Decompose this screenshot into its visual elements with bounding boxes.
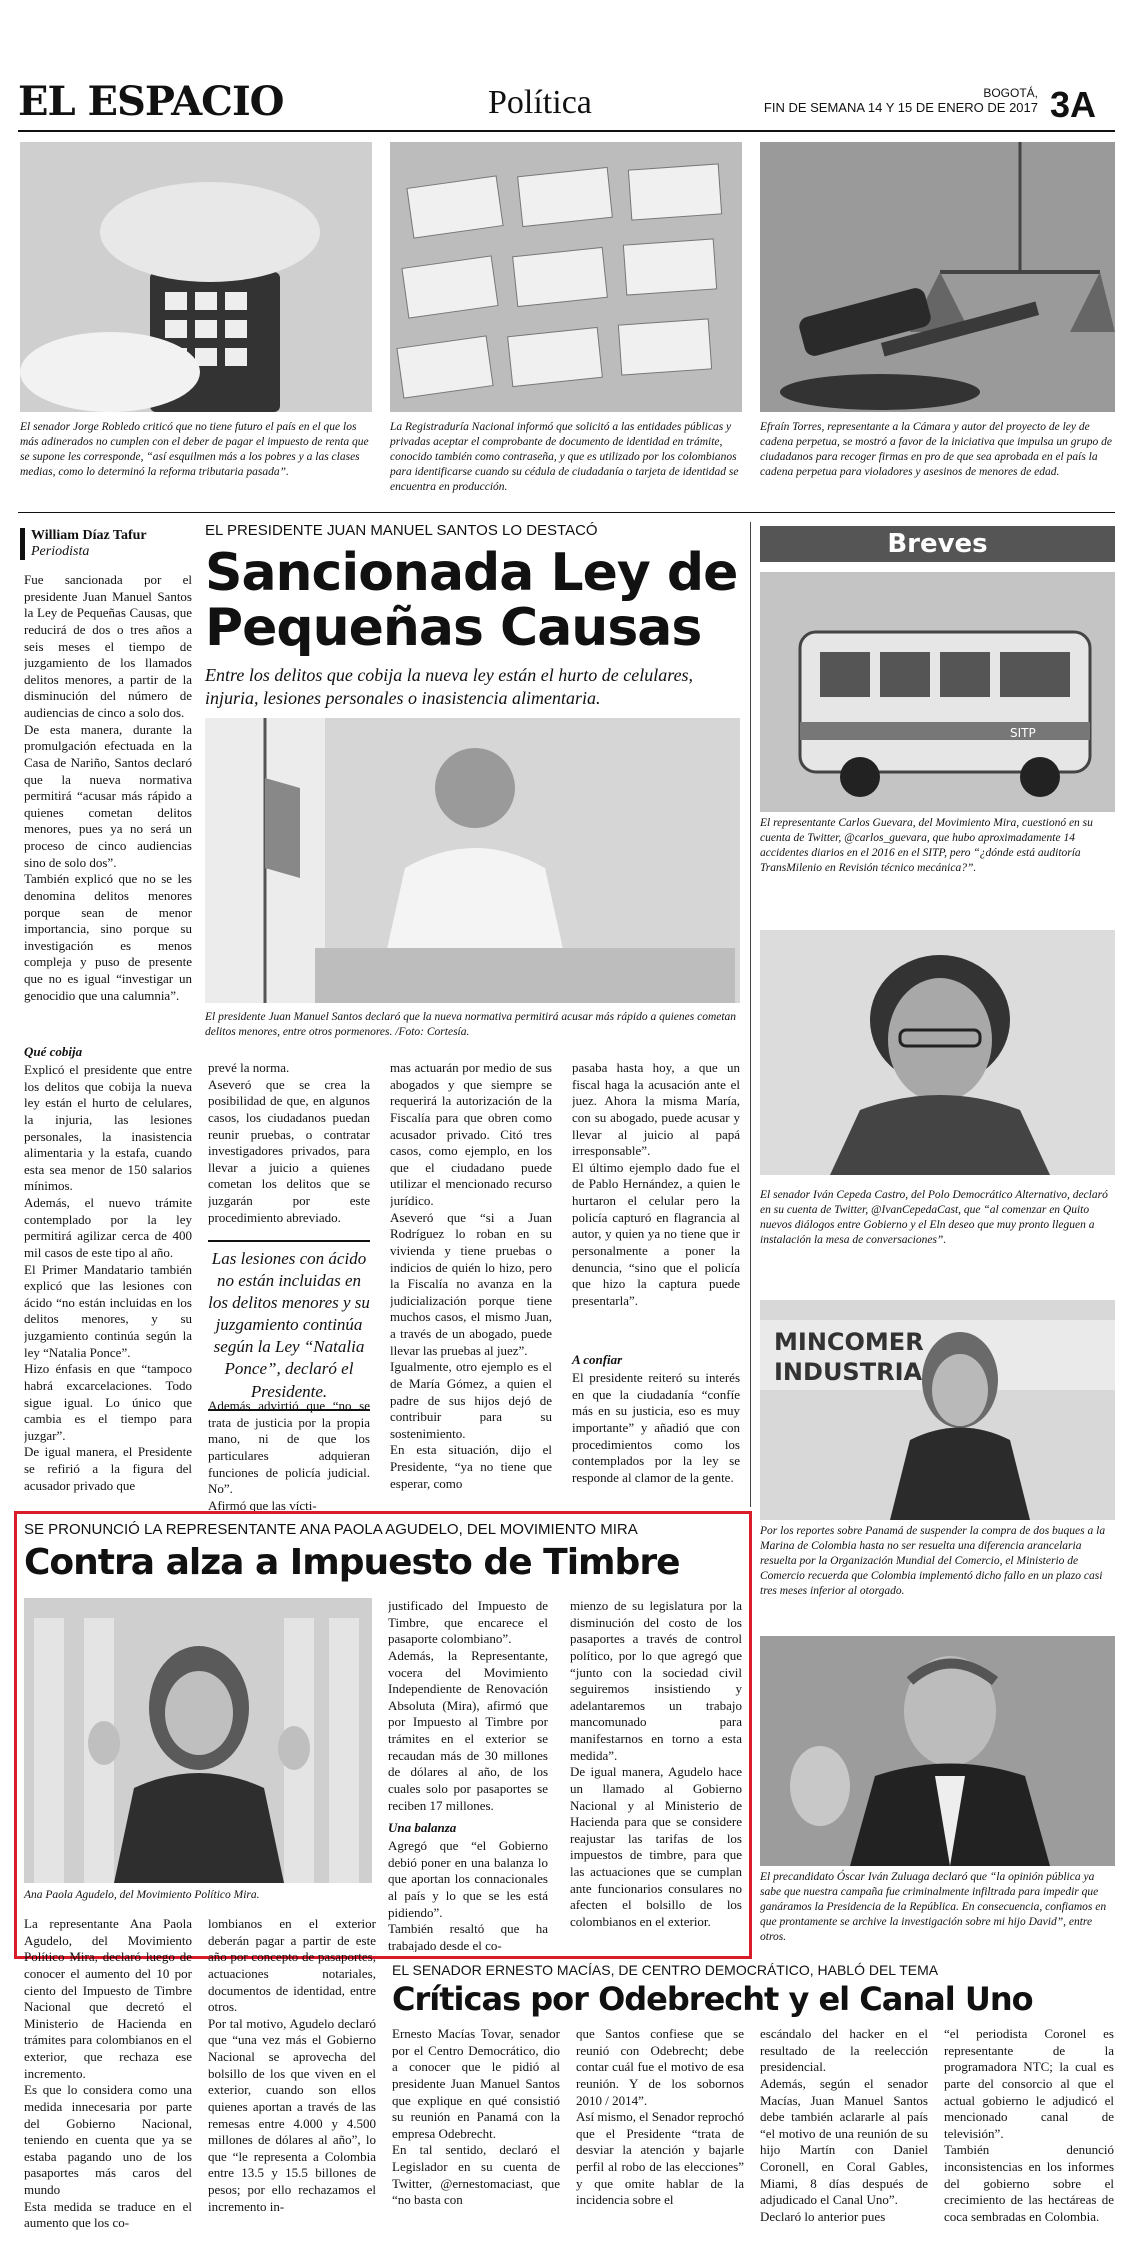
author-name: William Díaz Tafur [31, 528, 147, 543]
byline [20, 528, 191, 560]
main-story-col4: pasaba hasta hoy, a que un fiscal haga la acusación ante el juez. Ahora la misma María, con su abogado, puede acusar y llevar al juicio al papá irresponsable”. El último ejemplo dado fue el de Pablo Hernández, a quien le hurtaron el celular pero la policía capturó en flagrancia al autor, y quien ya no tiene que ir personalmente a poner la denuncia, “sino que el policía que hizo la captura puede presentarla”. [572, 1060, 740, 1308]
photo-bus [760, 572, 1115, 812]
caption-robledo: El senador Jorge Robledo criticó que no tiene futuro el país en el que los más adinerados no cumplen con el deber de pagar el impuesto de renta que se supone les corresponde, “así esquilmen más a los pobres y a las clases medias, como lo determinó la reforma tributaria pasada”. [20, 421, 369, 478]
subhead-que-cobija: Qué cobija [24, 1044, 83, 1059]
dateline-city: BOGOTÁ, [983, 86, 1038, 100]
breves-caption-zuluaga: El precandidato Óscar Iván Zuluaga declaró que “la opinión pública ya sabe que nuestra campaña fue criminalmente infiltrada para impedir que ganáramos la Presidencia de la República. En consecuencia, confiamos en que prontamente se archive la investigación sobre mi hijo David”, entre otros. [760, 1871, 1107, 1943]
timbre-photo-caption: Ana Paola Agudelo, del Movimiento Político Mira. [24, 1889, 260, 1901]
author-role: Periodista [31, 544, 90, 559]
main-deck: Entre los delitos que cobija la nueva ley están el hurto de celulares, injuria, lesiones personales o inasistencia alimentaria. [205, 665, 694, 709]
svg-text:INDUSTRIA: INDUSTRIA [774, 1358, 923, 1386]
photo-gavel-scales [760, 142, 1115, 412]
odebrecht-headline: Críticas por Odebrecht y el Canal Uno [392, 1980, 1033, 2018]
main-story-col3: mas actuarán por medio de sus abogados y que siempre se requerirá la autorización de la Fiscalía para que obren como acusador privado. Citó tres casos, como ejemplo, en los que el ciudadano puede utilizar el mencionado recurso jurídico. Aseveró que “si a Juan Rodríguez lo roban en su vivienda y tiene pruebas o indicios de quién lo hizo, pero la Fiscalía no avanza en la judicialización porque tiene muchos casos, el mismo Juan, a través de un abogado, puede llevar las pruebas al juez”. Igualmente, otro ejemplo es el de María Gómez, a quien el padre de sus hijos dejó de contribuir para su sostenimiento. En esta situación, dijo el Presidente, “ya no tiene que esperar, como [390, 1060, 552, 1491]
breves-caption-guevara: El representante Carlos Guevara, del Movimiento Mira, cuestionó en su cuenta de Twitter, @carlos_guevara, que hubo aproximadamente 14 accidentes diarios en el 2016 en el SITP, pero “¿dónde está auditoría TransMilenio en Revisión técnico mecánica?”. [760, 817, 1093, 874]
breves-divider [750, 522, 751, 1507]
photo-zuluaga [760, 1636, 1115, 1866]
timbre-col1: justificado del Impuesto de Timbre, que encarece el pasaporte colombiano”. Además, la Representante, vocera del Movimiento Independiente de Renovación Absoluta (Mira), afirmó que por Impuesto al Timbre por trámites en el exterior se recaudan más de 30 millones de dólares al año, de los cuales solo por pasaportes se reciben 17 millones. [388, 1598, 548, 1813]
timbre-col3: La representante Ana Paola Agudelo, del Movimiento Político Mira, declaró luego de conocer el aumento del 10 por ciento del Impuesto de Timbre Nacional que decretó el Ministerio de Hacienda en trámites para colombianos en el exterior, que rechaza ese incremento. Es que lo considera como una medida innecesaria por parte del Gobierno Nacional, teniendo en cuenta que ya se estaba pagando uno de los pasaportes más caros del mundo Esta medida se traduce en el aumento que los co- [24, 1916, 192, 2231]
photo-identity-cards [390, 142, 742, 412]
photo-agudelo [24, 1598, 372, 1883]
timbre-col2: mienzo de su legislatura por la disminución del costo de los pasaportes a través de control político, por lo que agregó que “junto con la sociedad civil seguiremos insistiendo y adelantaremos un trabajo mancomunado para manifestarnos en torno a esta medida”. De igual manera, Agudelo hace un llamado al Gobierno Nacional y al Ministerio de Hacienda para que se considere reajustar las tarifas de los impuestos de timbre, para que las actuaciones que se cumplan ante funcionarios consulares no afecten el bolsillo de los colombianos en el exterior. [570, 1598, 742, 1929]
main-photo-caption: El presidente Juan Manuel Santos declaró que la nueva normativa permitirá acusar más rápido a quienes cometan delitos menores, entre otros pormenores. /Foto: Cortesía. [205, 1011, 737, 1038]
caption-registraduria: La Registraduría Nacional informó que solicitó a las entidades públicas y privadas aceptar el comprobante de documento de identidad en trámite, conocido también como contraseña, y que es utilizado por los colombianos para identificarse cuando su cédula de ciudadanía o tarjeta de identidad se encuentra en producción. [390, 421, 739, 493]
odebrecht-col2: que Santos confiese que se reunió con Odebrecht; debe contar cuál fue el motivo de esa reunión. Y de los sobornos 2010 / 2014”. Así mismo, el Senador reprochó que el Presidente “trata de desviar la atención y bajarle perfil al robo de las elecciones” y que omite hablar de la incidencia sobre el [576, 2026, 744, 2208]
page-number: 3A [1050, 84, 1097, 125]
main-story-col1: Fue sancionada por el presidente Juan Manuel Santos la Ley de Pequeñas Causas, que reducirá de dos o tres años a seis meses el tiempo de juzgamiento de los llamados delitos menores, a partir de la disminución del número de audiencias de cinco a solo dos. De esta manera, durante la promulgación efectuada en la Casa de Nariño, Santos declaró que la nueva normativa permitirá “acusar más rápido a quienes cometan delitos menores, pues ya no será un proceso de cinco audiencias sino de solo dos”. También explicó que no se les denomina delitos menores porque sean de menor importancia, sino porque su investigación es menos compleja y puso de presente que no es igual “investigar un genocidio que una calumnia”. [24, 572, 192, 1003]
timbre-headline: Contra alza a Impuesto de Timbre [24, 1542, 680, 1583]
main-pullquote: Las lesiones con ácido no están incluidas en los delitos menores y su juzgamiento continúa según la Ley “Natalia Ponce”, declaró el Presidente. [208, 1240, 370, 1411]
odebrecht-col1: Ernesto Macías Tovar, senador por el Centro Democrático, dio a conocer que le pidió al presidente Juan Manuel Santos que explique en qué consistió su reunión en Panamá con la empresa Odebrecht. En tal sentido, declaró el Legislador en su cuenta de Twitter, @ernestomaciast, que “no basta con [392, 2026, 560, 2208]
photo-calculator [20, 142, 372, 412]
main-kicker: EL PRESIDENTE JUAN MANUEL SANTOS LO DESTACÓ [205, 522, 598, 539]
bus-sign: SITP [1010, 726, 1036, 740]
main-story-col2b: Además advirtió que “no se trata de justicia por la propia mano, ni de que los particulares adquieran funciones de policía judicial. No”. Afirmó que las vícti- [208, 1398, 370, 1513]
section-divider [18, 512, 1115, 513]
caption-torres: Efraín Torres, representante a la Cámara y autor del proyecto de ley de cadena perpetua, se mostró a favor de la iniciativa que impulsa un grupo de ciudadanos para recoger firmas en pro de que sea aprobada en el país la cadena perpetua para violadores y asesinos de menores de edad. [760, 421, 1112, 478]
svg-text:MINCOMER: MINCOMER [774, 1328, 924, 1356]
breves-caption-panama: Por los reportes sobre Panamá de suspender la compra de dos buques a la Marina de Colombia hasta no ser resuelta una diferencia arancelaria resuelta por la Organización Mundial del Comercio, el Ministerio de Comercio recuerda que Colombia implementó dicho fallo en un plazo casi tres meses inferior al otorgado. [760, 1525, 1106, 1597]
photo-santos-signing [205, 718, 740, 1003]
main-story-col1b: Explicó el presidente que entre los delitos que cobija la nueva ley están el hurto de celulares, la injuria, las lesiones personales, la inasistencia alimentaria y la estafa, cuando esta sea menor de 150 salarios mínimos. Además, el nuevo trámite contemplado por la ley permitirá agilizar cerca de 400 mil casos de este tipo al año. El Primer Mandatario también explicó que las lesiones con ácido “no están incluidas en los delitos menores, y su juzgamiento continúa según la ley “Natalia Ponce”. Hizo énfasis en que “tampoco habrá excarcelaciones. Todo sigue igual. Lo único que cambia es el tiempo para juzgar”. De igual manera, el Presidente se refirió a la figura del acusador privado que [24, 1062, 192, 1493]
photo-mincomercio [760, 1300, 1115, 1520]
subhead-una-balanza: Una balanza [388, 1820, 457, 1835]
timbre-col1b: Agregó que “el Gobierno debió poner en una balanza lo que aportan los connacionales al país y lo que se les está pidiendo”. También resaltó que ha trabajado desde el co- [388, 1838, 548, 1952]
odebrecht-kicker: EL SENADOR ERNESTO MACÍAS, DE CENTRO DEMOCRÁTICO, HABLÓ DEL TEMA [392, 1962, 939, 1978]
main-story-col4b: El presidente reiteró su interés en que la ciudadanía “confíe más en su justicia, eso es muy importante” y añadió que con procedimientos como los contemplados por la ley se responde al clamor de la gente. [572, 1370, 740, 1485]
subhead-a-confiar: A confiar [572, 1352, 623, 1367]
breves-caption-cepeda: El senador Iván Cepeda Castro, del Polo Democrático Alternativo, declaró en su cuenta de Twitter, @IvanCepedaCast, que “al comenzar en Quito nuevos diálogos entre Gobierno y el Eln deseo que muy pronto lleguen a instalación la mesa de conversaciones”. [760, 1189, 1108, 1246]
timbre-kicker: SE PRONUNCIÓ LA REPRESENTANTE ANA PAOLA AGUDELO, DEL MOVIMIENTO MIRA [24, 1521, 638, 1538]
main-story-col2: prevé la norma. Aseveró que se crea la posibilidad de que, en algunos casos, los ciudadanos puedan reunir pruebas, o contratar investigadores privados, para llevar a juicio a quienes cometan los delitos que se juzgarán por este procedimiento abreviado. [208, 1060, 370, 1225]
odebrecht-col3: escándalo del hacker en el resultado de la reelección presidencial. Además, según el senador Macías, Juan Manuel Santos debe también aclararle al país “el motivo de una reunión de su hijo Martín con Daniel Coronell, en Coral Gables, Miami, 8 días después de adjudicado el Canal Uno”. Declaró lo anterior pues [760, 2026, 928, 2224]
photo-cepeda [760, 930, 1115, 1175]
masthead: EL ESPACIO [18, 78, 284, 125]
header-rule [18, 130, 1115, 132]
odebrecht-col4: “el periodista Coronel es representante de la programadora NTC; la cual es parte del consorcio al que el actual gobierno le adjudicó el mencionado canal de televisión”. También denunció inconsistencias en los informes del gobierno sobre el crecimiento de las hectáreas de coca sembradas en Colombia. [944, 2026, 1114, 2224]
section-title: Política [488, 84, 592, 121]
timbre-col4: lombianos en el exterior deberán pagar a partir de este año por concepto de pasaportes, actuaciones notariales, documentos de identidad, entre otros. Por tal motivo, Agudelo declaró que “una vez más el Gobierno Nacional se aprovecha del bolsillo de los que viven en el exterior, cuando son ellos quienes aportan a través de las remesas entre 4.000 y 4.500 millones de dólares al año”, lo que “le representa a Colombia entre 13.5 y 15.5 billones de pesos; por ello rechazamos el incremento in- [208, 1916, 376, 2214]
main-headline: Sancionada Ley de Pequeñas Causas [205, 543, 738, 658]
dateline [738, 86, 1038, 115]
breves-header: Breves [760, 526, 1115, 562]
dateline-date: FIN DE SEMANA 14 Y 15 DE ENERO DE 2017 [763, 100, 1038, 115]
